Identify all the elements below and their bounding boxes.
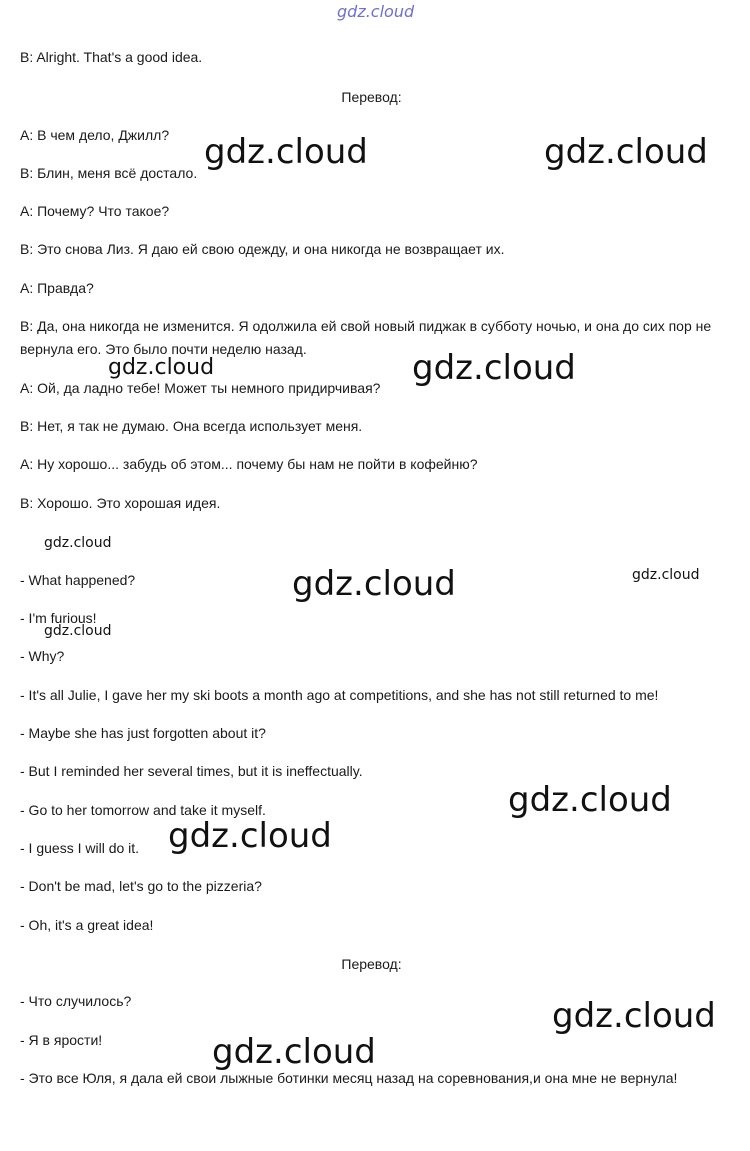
text-line: A: Ой, да ладно тебе! Может ты немного придирчивая? [20, 380, 381, 396]
text-line: A: Ну хорошо... забудь об этом... почему бы нам не пойти в кофейню? [20, 456, 478, 472]
translation-heading: Перевод: [341, 956, 402, 972]
text-line: B: Хорошо. Это хорошая идея. [20, 495, 221, 511]
watermark: gdz.cloud [552, 996, 716, 1036]
text-line: - Go to her tomorrow and take it myself. [20, 802, 266, 818]
watermark: gdz.cloud [44, 623, 112, 639]
text-line: A: В чем дело, Джилл? [20, 127, 170, 143]
watermark: gdz.cloud [544, 132, 708, 172]
watermark: gdz.cloud [204, 132, 368, 172]
watermark: gdz.cloud [412, 348, 576, 388]
text-line: - But I reminded her several times, but it is ineffectually. [20, 763, 363, 779]
watermark: gdz.cloud [108, 355, 215, 380]
text-line: - I guess I will do it. [20, 840, 140, 856]
text-line: B: Блин, меня всё достало. [20, 165, 198, 181]
text-line: B: Alright. That's a good idea. [20, 49, 203, 65]
watermark-top: gdz.cloud [337, 2, 415, 21]
text-line: - Maybe she has just forgotten about it? [20, 725, 266, 741]
text-line: - Это все Юля, я дала ей свои лыжные ботинки месяц назад на соревнования,и она мне не вернула! [20, 1070, 678, 1086]
text-line: - Что случилось? [20, 993, 132, 1009]
watermark: gdz.cloud [508, 780, 672, 820]
text-line: - Я в ярости! [20, 1032, 103, 1048]
text-line: B: Это снова Лиз. Я даю ей свою одежду, и она никогда не возвращает их. [20, 241, 505, 257]
watermark: gdz.cloud [168, 816, 332, 856]
text-line: A: Почему? Что такое? [20, 203, 170, 219]
text-line: - Why? [20, 648, 65, 664]
text-line: - It's all Julie, I gave her my ski boots a month ago at competitions, and she has not still returned to me! [20, 687, 659, 703]
text-line: B: Да, она никогда не изменится. Я одолжила ей свой новый пиджак в субботу ночью, и она до сих пор не вернула его. Это было почти неделю назад. [20, 318, 712, 357]
watermark: gdz.cloud [212, 1032, 376, 1072]
text-line: - I'm furious! [20, 610, 97, 626]
text-line: - Oh, it's a great idea! [20, 917, 154, 933]
text-line: B: Нет, я так не думаю. Она всегда использует меня. [20, 418, 363, 434]
translation-heading: Перевод: [341, 89, 402, 105]
text-line: - What happened? [20, 572, 136, 588]
text-line: - Don't be mad, let's go to the pizzeria? [20, 878, 262, 894]
watermark: gdz.cloud [44, 535, 112, 551]
watermark: gdz.cloud [292, 564, 456, 604]
text-line: A: Правда? [20, 280, 94, 296]
watermark: gdz.cloud [632, 567, 700, 583]
